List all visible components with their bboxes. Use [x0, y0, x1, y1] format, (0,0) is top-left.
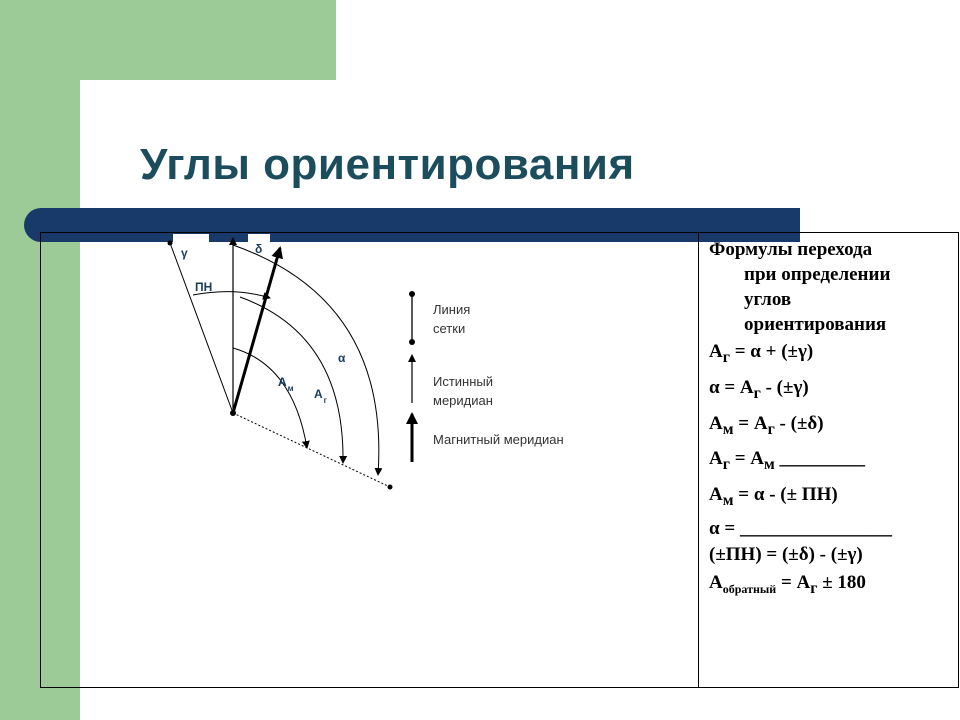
am-arc	[233, 348, 307, 448]
formula-heading-line-2: при определении	[744, 264, 891, 285]
ag-arc	[240, 297, 343, 463]
formula-heading-line-4: ориентирования	[744, 314, 887, 335]
pn-label: ПН	[195, 280, 213, 294]
label-tab-gamma	[173, 234, 209, 244]
formula-ag-from-am: $А_г = А_м$ _________	[709, 448, 866, 474]
ag-label: $А_г$	[314, 387, 328, 405]
origin-point	[230, 410, 236, 416]
slide-title: Углы ориентирования	[140, 140, 635, 189]
formula-am-from-ag: $А_м = А_г - (\pm\delta)$	[709, 412, 824, 438]
legend-grid-line-dot-top	[409, 291, 415, 297]
formula-pn-relation: (±ПН) = (±δ) - (±γ)	[709, 543, 863, 565]
direction-endpoint	[388, 485, 393, 490]
formula-alpha-blank: α = ________________	[709, 517, 892, 539]
gamma-label: γ	[181, 246, 188, 260]
legend-grid-line-dot-bottom	[409, 339, 415, 345]
delta-label: δ	[255, 242, 263, 256]
alpha-label: α	[338, 351, 346, 365]
legend-grid-line-text-2: сетки	[433, 321, 466, 336]
legend-true-meridian-text-2: меридиан	[433, 393, 493, 408]
formula-alpha-from-ag: $\alpha = А_г - (\pm\gamma)$	[709, 376, 809, 402]
formula-heading-line-3: углов	[744, 289, 792, 310]
legend-magnetic-meridian-text: Магнитный меридиан	[433, 432, 564, 447]
formula-reverse-azimuth: $А_{обратный} = А_г \pm 180$	[709, 571, 866, 597]
grid-line-endpoint	[168, 241, 173, 246]
formula-ag-from-alpha: $А_г = \alpha + (\pm\gamma)$	[709, 341, 814, 366]
formula-panel	[709, 237, 957, 604]
am-label: $А_м$	[278, 375, 294, 393]
direction-line	[233, 413, 390, 487]
formula-am-from-alpha: $А_м = \alpha$ - (± ПН)	[709, 484, 838, 509]
magnetic-meridian-arrow	[233, 248, 280, 413]
legend-true-meridian-text-1: Истинный	[433, 374, 494, 389]
legend-grid-line-text-1: Линия	[433, 302, 471, 317]
formula-heading	[709, 237, 957, 337]
formula-heading-line-1: Формулы перехода	[709, 239, 873, 260]
grid-line	[170, 243, 233, 413]
